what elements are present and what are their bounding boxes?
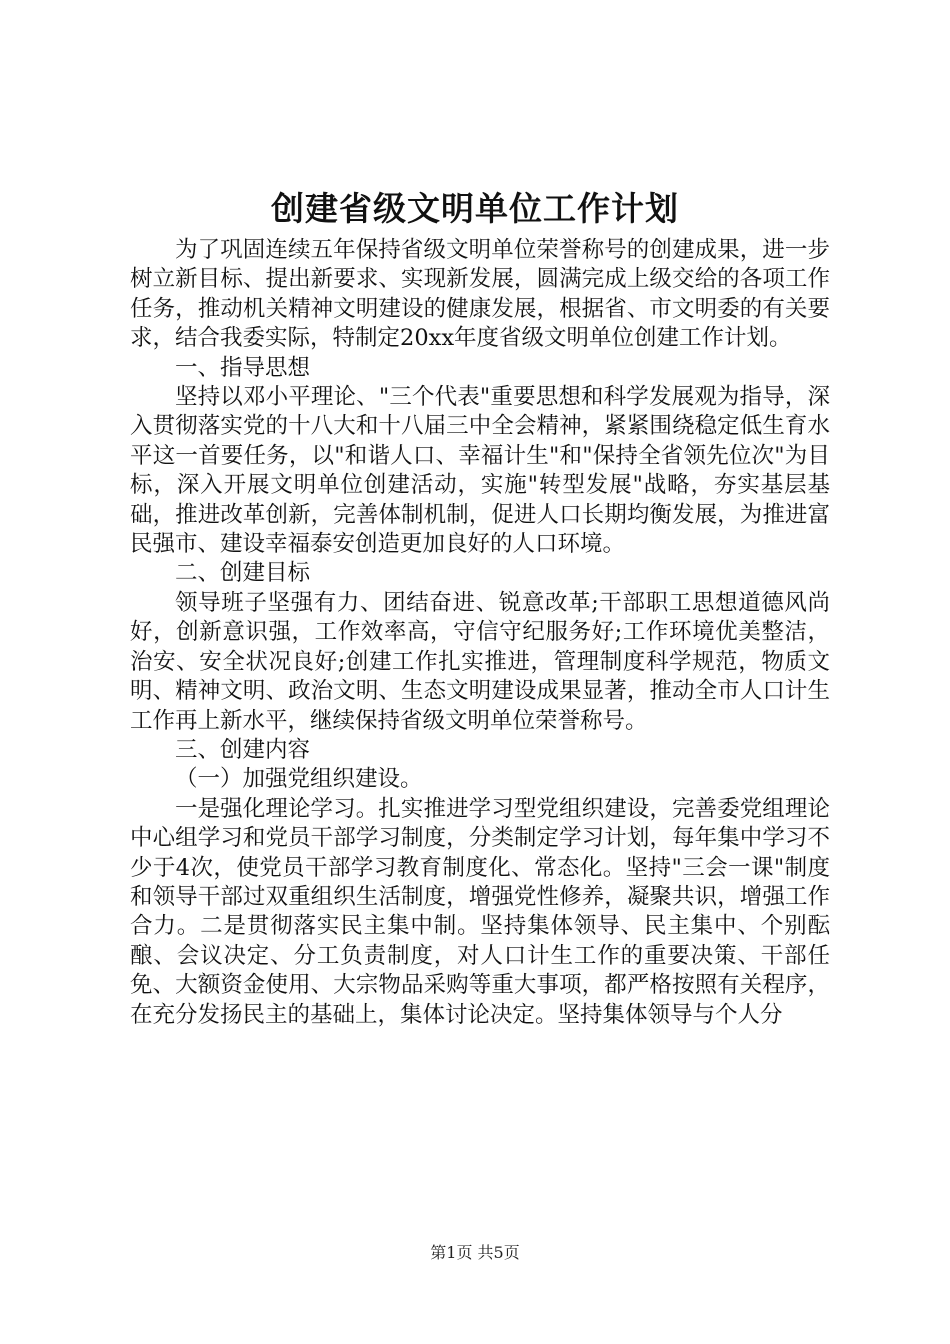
document-body bbox=[130, 236, 830, 1030]
document-title: 创建省级文明单位工作计划 bbox=[271, 189, 679, 228]
section-heading-guiding-ideology: 一、指导思想 bbox=[175, 354, 311, 381]
section-heading-goals: 二、创建目标 bbox=[175, 560, 311, 587]
page-footer: 第1页 共5页 bbox=[430, 1243, 520, 1262]
goals-paragraph: 领导班子坚强有力、团结奋进、锐意改革;干部职工思想道德风尚好，创新意识强，工作效率高，守信守纪服务好;工作环境优美整洁，治安、安全状况良好;创建工作扎实推进，管理制度科学规范，物质文明、精神文明、政治文明、生态文明建设成果显著，推动全市人口计生工作再上新水平，继续保持省级文明单位荣誉称号。 bbox=[130, 589, 830, 734]
section-heading-content: 三、创建内容 bbox=[175, 736, 311, 763]
party-building-paragraph: 一是强化理论学习。扎实推进学习型党组织建设，完善委党组理论中心组学习和党员干部学习制度，分类制定学习计划，每年集中学习不少于4次，使党员干部学习教育制度化、常态化。坚持"三会一课"制度和领导干部过双重组织生活制度，增强党性修养，凝聚共识，增强工作合力。二是贯彻落实民主集中制。坚持集体领导、民主集中、个别酝酿、会议决定、分工负责制度，对人口计生工作的重要决策、干部任免、大额资金使用、大宗物品采购等重大事项，都严格按照有关程序，在充分发扬民主的基础上，集体讨论决定。坚持集体领导与个人分 bbox=[130, 795, 830, 1028]
guiding-ideology-paragraph: 坚持以邓小平理论、"三个代表"重要思想和科学发展观为指导，深入贯彻落实党的十八大和十八届三中全会精神，紧紧围绕稳定低生育水平这一首要任务，以"和谐人口、幸福计生"和"保持全省领先位次"为目标，深入开展文明单位创建活动，实施"转型发展"战略，夯实基层基础，推进改革创新，完善体制机制，促进人口长期均衡发展，为推进富民强市、建设幸福泰安创造更加良好的人口环境。 bbox=[130, 384, 830, 558]
subsection-heading-party: （一）加强党组织建设。 bbox=[175, 766, 423, 793]
intro-paragraph: 为了巩固连续五年保持省级文明单位荣誉称号的创建成果，进一步树立新目标、提出新要求、实现新发展，圆满完成上级交给的各项工作任务，推动机关精神文明建设的健康发展，根据省、市文明委的有关要求，结合我委实际，特制定20xx年度省级文明单位创建工作计划。 bbox=[130, 237, 830, 352]
